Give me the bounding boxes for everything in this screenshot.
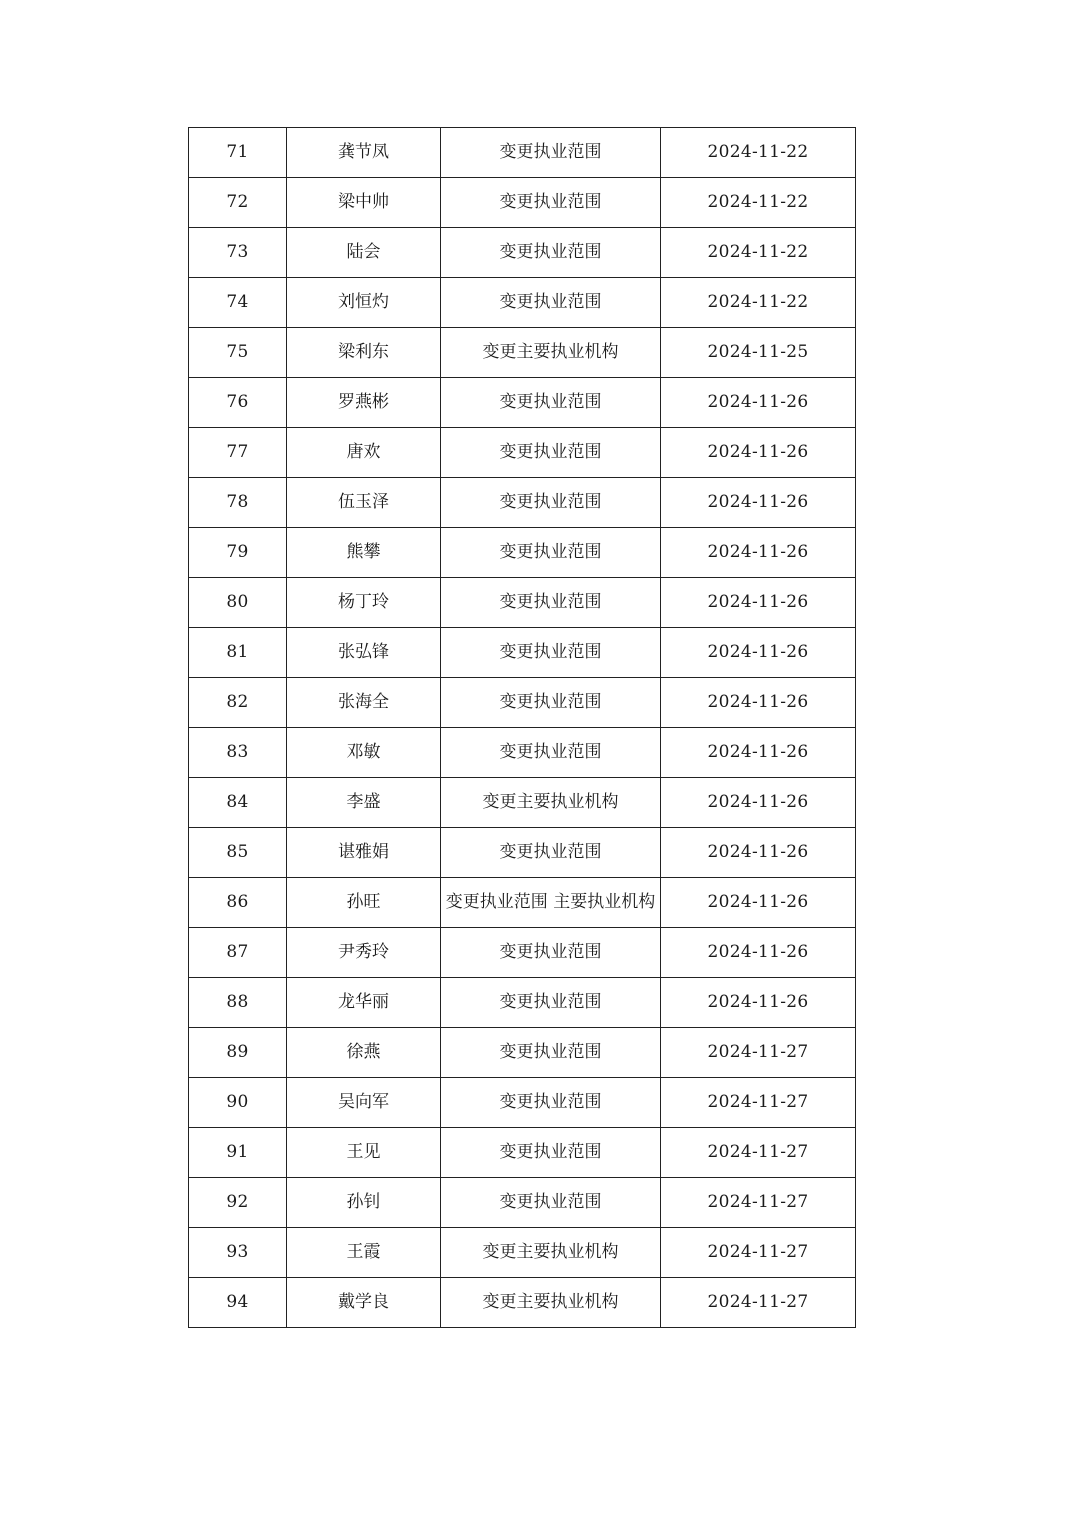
table-row (189, 628, 856, 678)
change-type-cell: 变更执业范围 (441, 428, 661, 478)
date-cell: 2024-11-26 (661, 678, 856, 728)
row-number-cell: 78 (189, 478, 287, 528)
date-cell: 2024-11-26 (661, 828, 856, 878)
row-number-cell: 87 (189, 928, 287, 978)
date-cell: 2024-11-26 (661, 628, 856, 678)
table-row (189, 328, 856, 378)
table-row (189, 678, 856, 728)
name-cell: 邓敏 (287, 728, 441, 778)
table-row (189, 378, 856, 428)
name-cell: 戴学良 (287, 1278, 441, 1328)
date-cell: 2024-11-26 (661, 978, 856, 1028)
date-cell: 2024-11-27 (661, 1128, 856, 1178)
name-cell: 尹秀玲 (287, 928, 441, 978)
date-cell: 2024-11-26 (661, 478, 856, 528)
row-number-cell: 79 (189, 528, 287, 578)
name-cell: 龚节凤 (287, 128, 441, 178)
name-cell: 王见 (287, 1128, 441, 1178)
table-row (189, 278, 856, 328)
date-cell: 2024-11-26 (661, 928, 856, 978)
row-number-cell: 81 (189, 628, 287, 678)
name-cell: 龙华丽 (287, 978, 441, 1028)
name-cell: 梁中帅 (287, 178, 441, 228)
date-cell: 2024-11-26 (661, 578, 856, 628)
date-cell: 2024-11-26 (661, 378, 856, 428)
date-cell: 2024-11-22 (661, 178, 856, 228)
row-number-cell: 77 (189, 428, 287, 478)
change-type-cell: 变更执业范围 (441, 978, 661, 1028)
table-row (189, 728, 856, 778)
change-type-cell: 变更执业范围 (441, 1028, 661, 1078)
change-type-cell: 变更执业范围 (441, 728, 661, 778)
change-type-cell: 变更主要执业机构 (441, 778, 661, 828)
date-cell: 2024-11-26 (661, 528, 856, 578)
row-number-cell: 76 (189, 378, 287, 428)
table-row (189, 1128, 856, 1178)
date-cell: 2024-11-27 (661, 1228, 856, 1278)
table-row (189, 578, 856, 628)
registration-change-table (188, 127, 856, 1328)
table-row (189, 528, 856, 578)
change-type-cell: 变更执业范围 (441, 1128, 661, 1178)
name-cell: 王霞 (287, 1228, 441, 1278)
row-number-cell: 74 (189, 278, 287, 328)
change-type-cell: 变更执业范围 (441, 278, 661, 328)
row-number-cell: 83 (189, 728, 287, 778)
table-row (189, 928, 856, 978)
date-cell: 2024-11-27 (661, 1178, 856, 1228)
row-number-cell: 84 (189, 778, 287, 828)
name-cell: 陆会 (287, 228, 441, 278)
date-cell: 2024-11-25 (661, 328, 856, 378)
change-type-cell: 变更执业范围 (441, 1178, 661, 1228)
name-cell: 唐欢 (287, 428, 441, 478)
name-cell: 孙钊 (287, 1178, 441, 1228)
change-type-cell: 变更执业范围 (441, 1078, 661, 1128)
change-type-cell: 变更执业范围 (441, 128, 661, 178)
table-body (189, 128, 856, 1328)
table-row (189, 1028, 856, 1078)
table-row (189, 778, 856, 828)
name-cell: 张弘锋 (287, 628, 441, 678)
change-type-cell: 变更主要执业机构 (441, 328, 661, 378)
change-type-cell: 变更执业范围 (441, 528, 661, 578)
table-row (189, 978, 856, 1028)
table-row (189, 228, 856, 278)
date-cell: 2024-11-26 (661, 878, 856, 928)
change-type-cell: 变更执业范围 (441, 478, 661, 528)
row-number-cell: 89 (189, 1028, 287, 1078)
row-number-cell: 91 (189, 1128, 287, 1178)
date-cell: 2024-11-27 (661, 1028, 856, 1078)
date-cell: 2024-11-26 (661, 728, 856, 778)
table-row (189, 128, 856, 178)
row-number-cell: 92 (189, 1178, 287, 1228)
date-cell: 2024-11-27 (661, 1278, 856, 1328)
row-number-cell: 80 (189, 578, 287, 628)
name-cell: 梁利东 (287, 328, 441, 378)
date-cell: 2024-11-22 (661, 128, 856, 178)
name-cell: 吴向军 (287, 1078, 441, 1128)
table-row (189, 478, 856, 528)
table-row (189, 1278, 856, 1328)
table-row (189, 428, 856, 478)
table-row (189, 878, 856, 928)
change-type-cell: 变更主要执业机构 (441, 1228, 661, 1278)
table-row (189, 1078, 856, 1128)
table-row (189, 1178, 856, 1228)
change-type-cell: 变更执业范围 (441, 678, 661, 728)
name-cell: 熊攀 (287, 528, 441, 578)
name-cell: 孙旺 (287, 878, 441, 928)
name-cell: 伍玉泽 (287, 478, 441, 528)
change-type-cell: 变更执业范围 (441, 928, 661, 978)
name-cell: 杨丁玲 (287, 578, 441, 628)
row-number-cell: 85 (189, 828, 287, 878)
change-type-cell: 变更执业范围 (441, 228, 661, 278)
row-number-cell: 73 (189, 228, 287, 278)
row-number-cell: 93 (189, 1228, 287, 1278)
row-number-cell: 71 (189, 128, 287, 178)
row-number-cell: 86 (189, 878, 287, 928)
row-number-cell: 90 (189, 1078, 287, 1128)
name-cell: 张海全 (287, 678, 441, 728)
date-cell: 2024-11-22 (661, 228, 856, 278)
change-type-cell: 变更主要执业机构 (441, 1278, 661, 1328)
date-cell: 2024-11-26 (661, 428, 856, 478)
name-cell: 徐燕 (287, 1028, 441, 1078)
date-cell: 2024-11-26 (661, 778, 856, 828)
row-number-cell: 94 (189, 1278, 287, 1328)
change-type-cell: 变更执业范围 (441, 628, 661, 678)
name-cell: 谌雅娟 (287, 828, 441, 878)
change-type-cell: 变更执业范围 主要执业机构 (441, 878, 661, 928)
name-cell: 李盛 (287, 778, 441, 828)
row-number-cell: 75 (189, 328, 287, 378)
date-cell: 2024-11-22 (661, 278, 856, 328)
name-cell: 罗燕彬 (287, 378, 441, 428)
change-type-cell: 变更执业范围 (441, 178, 661, 228)
change-type-cell: 变更执业范围 (441, 828, 661, 878)
table-row (189, 1228, 856, 1278)
table-row (189, 828, 856, 878)
name-cell: 刘恒灼 (287, 278, 441, 328)
change-type-cell: 变更执业范围 (441, 378, 661, 428)
row-number-cell: 88 (189, 978, 287, 1028)
date-cell: 2024-11-27 (661, 1078, 856, 1128)
row-number-cell: 82 (189, 678, 287, 728)
change-type-cell: 变更执业范围 (441, 578, 661, 628)
table-row (189, 178, 856, 228)
row-number-cell: 72 (189, 178, 287, 228)
